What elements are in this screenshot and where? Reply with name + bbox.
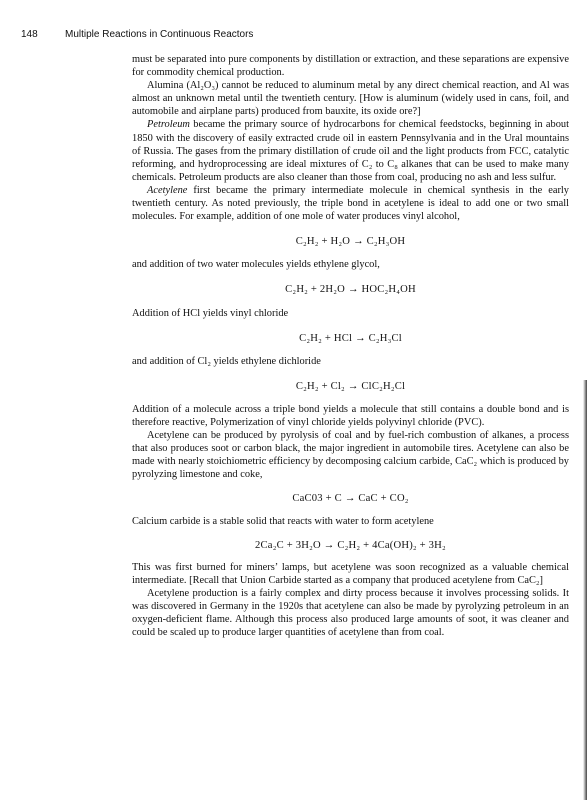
running-title: Multiple Reactions in Continuous Reactors xyxy=(65,29,254,40)
paragraph-acetylene xyxy=(132,184,569,223)
term-acetylene: Acetylene xyxy=(147,184,188,196)
equation-calcium-carbide: CaC03 + C → CaC + CO₂ xyxy=(292,493,409,505)
paragraph-pyrolysis: Acetylene production is a fairly complex and dirty process because it involves processing solids. It was discovered in Germany in the 1920s that acetylene can also be made by pyrolyzing petroleum in an oxygen-deficient flame. Although this process also produced large amounts of soot, it was cleaner and could be scaled up to produce larger quantities of acetylene than from coal. xyxy=(132,587,569,639)
paragraph-petroleum xyxy=(132,118,569,183)
page-number: 148 xyxy=(21,29,38,40)
scan-edge-shadow xyxy=(583,380,587,800)
paragraph-acetylene-text: first became the primary intermediate molecule in chemical synthesis in the early twentieth century. As noted previously, the triple bond in acetylene is ideal to add one or two small molecules. For example, addition of one mole of water produces vinyl alcohol, xyxy=(132,184,569,223)
paragraph-acetylene-production: Acetylene can be produced by pyrolysis of coal and by fuel-rich combustion of alkanes, a process that also produces soot or carbon black, the major ingredient in automobile tires. Acetylene can also be made with nearly stoichiometric efficiency by decomposing calcium carbide, CaC₂ which is produced by pyrolyzing limestone and coke, xyxy=(132,430,569,481)
paragraph-polymerization: Addition of a molecule across a triple bond yields a molecule that still contains a double bond and is therefore reactive, Polymerization of vinyl chloride yields polyvinyl chloride (PVC). xyxy=(132,403,569,428)
equation-vinyl-chloride: C₂H₂ + HCl → C₂H₃Cl xyxy=(299,332,402,344)
equation-acetylene-from-carbide: 2Ca₂C + 3H₂O → C₂H₂ + 4Ca(OH)₂ + 3H₂ xyxy=(255,539,446,551)
equation-ethylene-dichloride: C₂H₂ + Cl₂ → ClC₂H₂Cl xyxy=(295,380,406,392)
paragraph-petroleum-text: became the primary source of hydrocarbons for chemical feedstocks, beginning in about 1850 with the discovery of easily extracted crude oil in eastern Pennsylvania and in the Ural mountains of Russia. The gases from the primary distillation of crude oil and the light products from FCC, catalytic reforming, and hydroprocessing are ideal mixtures of C₂ to C₈ alkanes that can be used to make many chemicals. Petroleum products are also cleaner than those from coal, producing no ash and less sulfur. xyxy=(132,119,569,183)
paragraph-alumina: Alumina (Al₂O₃) cannot be reduced to aluminum metal by any direct chemical reaction, and Al was almost an unknown metal until the twentieth century. [How is aluminum (widely used in cans, foil, and automobile and airplane parts) produced from bauxite, its oxide ore?] xyxy=(132,80,569,118)
page-body xyxy=(132,53,569,639)
paragraph-separation: must be separated into pure components by distillation or extraction, and these separations are expensive for commodity chemical production. xyxy=(132,54,569,79)
page-header xyxy=(21,29,253,40)
text-ethylene-glycol: and addition of two water molecules yields ethylene glycol, xyxy=(132,259,380,271)
text-vinyl-chloride: Addition of HCl yields vinyl chloride xyxy=(132,307,289,319)
equation-vinyl-alcohol: C₂H₂ + H₂O → C₂H₃OH xyxy=(295,236,406,248)
paragraph-miners-lamps: This was first burned for miners’ lamps, but acetylene was soon recognized as a valuable chemical intermediate. [Recall that Union Carbide started as a company that produced acetylene from CaC₂] xyxy=(132,561,569,586)
term-petroleum: Petroleum xyxy=(147,119,190,131)
equation-ethylene-glycol: C₂H₂ + 2H₂O → HOC₂H₄OH xyxy=(285,284,416,296)
text-calcium-carbide: Calcium carbide is a stable solid that reacts with water to form acetylene xyxy=(132,515,434,527)
text-ethylene-dichloride: and addition of Cl₂ yields ethylene dichloride xyxy=(132,355,321,367)
